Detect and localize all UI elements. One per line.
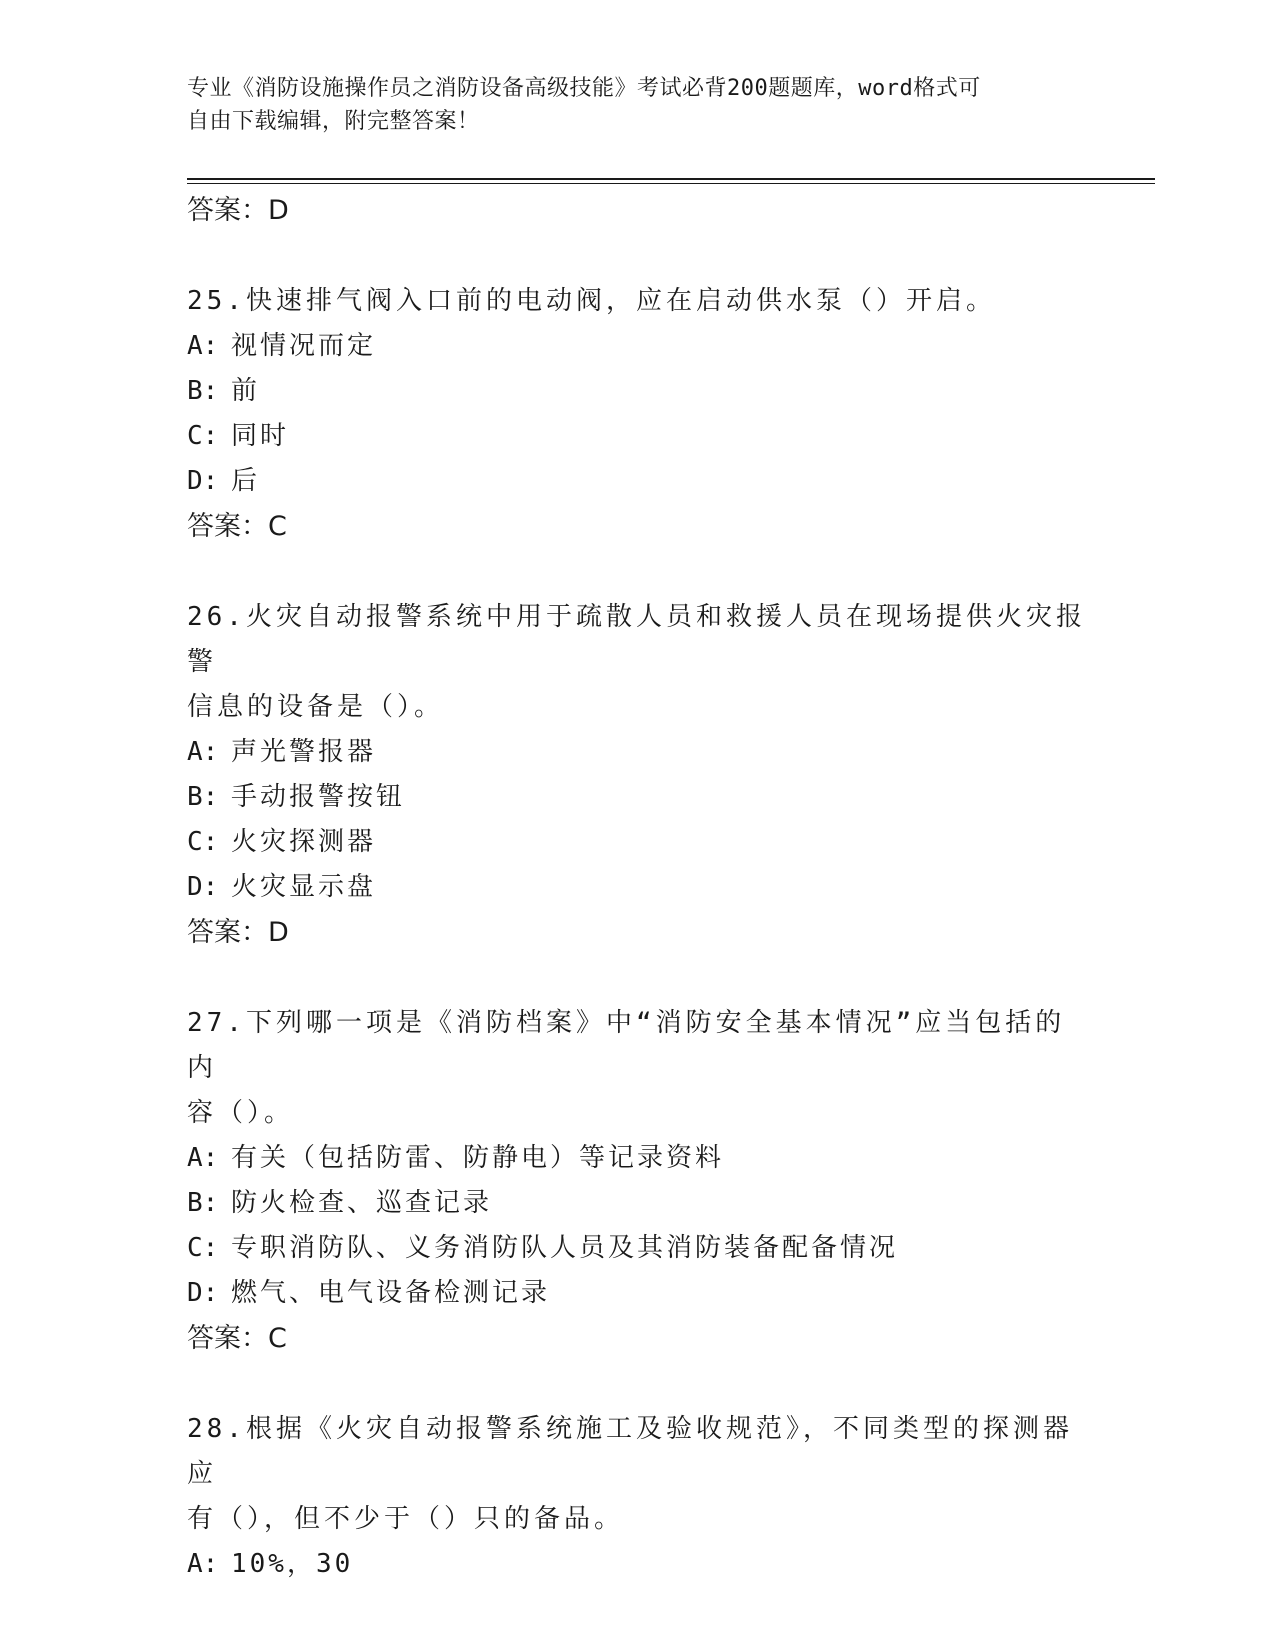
question-text-line: 信息的设备是（）。 [187,692,445,722]
option-text: 专职消防队、义务消防队人员及其消防装备配备情况 [231,1233,899,1263]
option-text: 后 [231,466,261,496]
option-c [187,1226,1087,1271]
question-list [187,188,1087,1587]
option-letter: D: [187,872,219,902]
question-text-line: 有（），但不少于（）只的备品。 [187,1504,625,1534]
option-b [187,775,1087,820]
option-a [187,1542,1087,1587]
option-letter: C: [187,1233,219,1263]
option-text: 视情况而定 [231,331,377,361]
option-letter: B: [187,782,219,812]
option-letter: D: [187,1278,219,1308]
option-text: 火灾显示盘 [231,872,377,902]
question-text-line: 26.火灾自动报警系统中用于疏散人员和救援人员在现场提供火灾报警 [187,602,1086,677]
question-text-line: 27.下列哪一项是《消防档案》中“消防安全基本情况”应当包括的内 [187,1008,1066,1083]
option-letter: C: [187,421,219,451]
option-text: 有关（包括防雷、防静电）等记录资料 [231,1143,725,1173]
option-d [187,865,1087,910]
question-text-line: 25.快速排气阀入口前的电动阀，应在启动供水泵（）开启。 [187,286,996,316]
option-d [187,459,1087,504]
option-c [187,414,1087,459]
question-25 [187,279,1087,324]
header-line-2: 自由下载编辑，附完整答案！ [187,109,480,134]
option-a [187,1136,1087,1181]
option-c [187,820,1087,865]
option-b [187,1181,1087,1226]
option-letter: A: [187,1143,219,1173]
option-b [187,369,1087,414]
header-rule-thin [187,183,1155,184]
option-a [187,324,1087,369]
option-text: 前 [231,376,261,406]
option-letter: A: [187,331,219,361]
document-header [187,72,1067,138]
option-text: 10%，30 [231,1549,354,1579]
option-text: 同时 [231,421,290,451]
question-text-line: 28.根据《火灾自动报警系统施工及验收规范》，不同类型的探测器应 [187,1414,1073,1489]
option-text: 声光警报器 [231,737,377,767]
option-letter: C: [187,827,219,857]
answer-line: 答案：C [187,511,287,542]
option-letter: D: [187,466,219,496]
answer-line: 答案：D [187,195,289,226]
option-text: 防火检查、巡查记录 [231,1188,493,1218]
option-letter: A: [187,1549,219,1579]
answer-line: 答案：D [187,917,289,948]
option-d [187,1271,1087,1316]
option-letter: B: [187,376,219,406]
answer-line: 答案：C [187,1323,287,1354]
question-26 [187,595,1087,730]
option-letter: A: [187,737,219,767]
option-text: 燃气、电气设备检测记录 [231,1278,551,1308]
header-line-1: 专业《消防设施操作员之消防设备高级技能》考试必背200题题库，word格式可 [187,76,981,101]
option-a [187,730,1087,775]
option-text: 手动报警按钮 [231,782,406,812]
header-rule-thick [187,178,1155,180]
option-letter: B: [187,1188,219,1218]
question-27 [187,1001,1087,1136]
question-28 [187,1407,1087,1542]
option-text: 火灾探测器 [231,827,377,857]
question-text-line: 容（）。 [187,1098,295,1128]
